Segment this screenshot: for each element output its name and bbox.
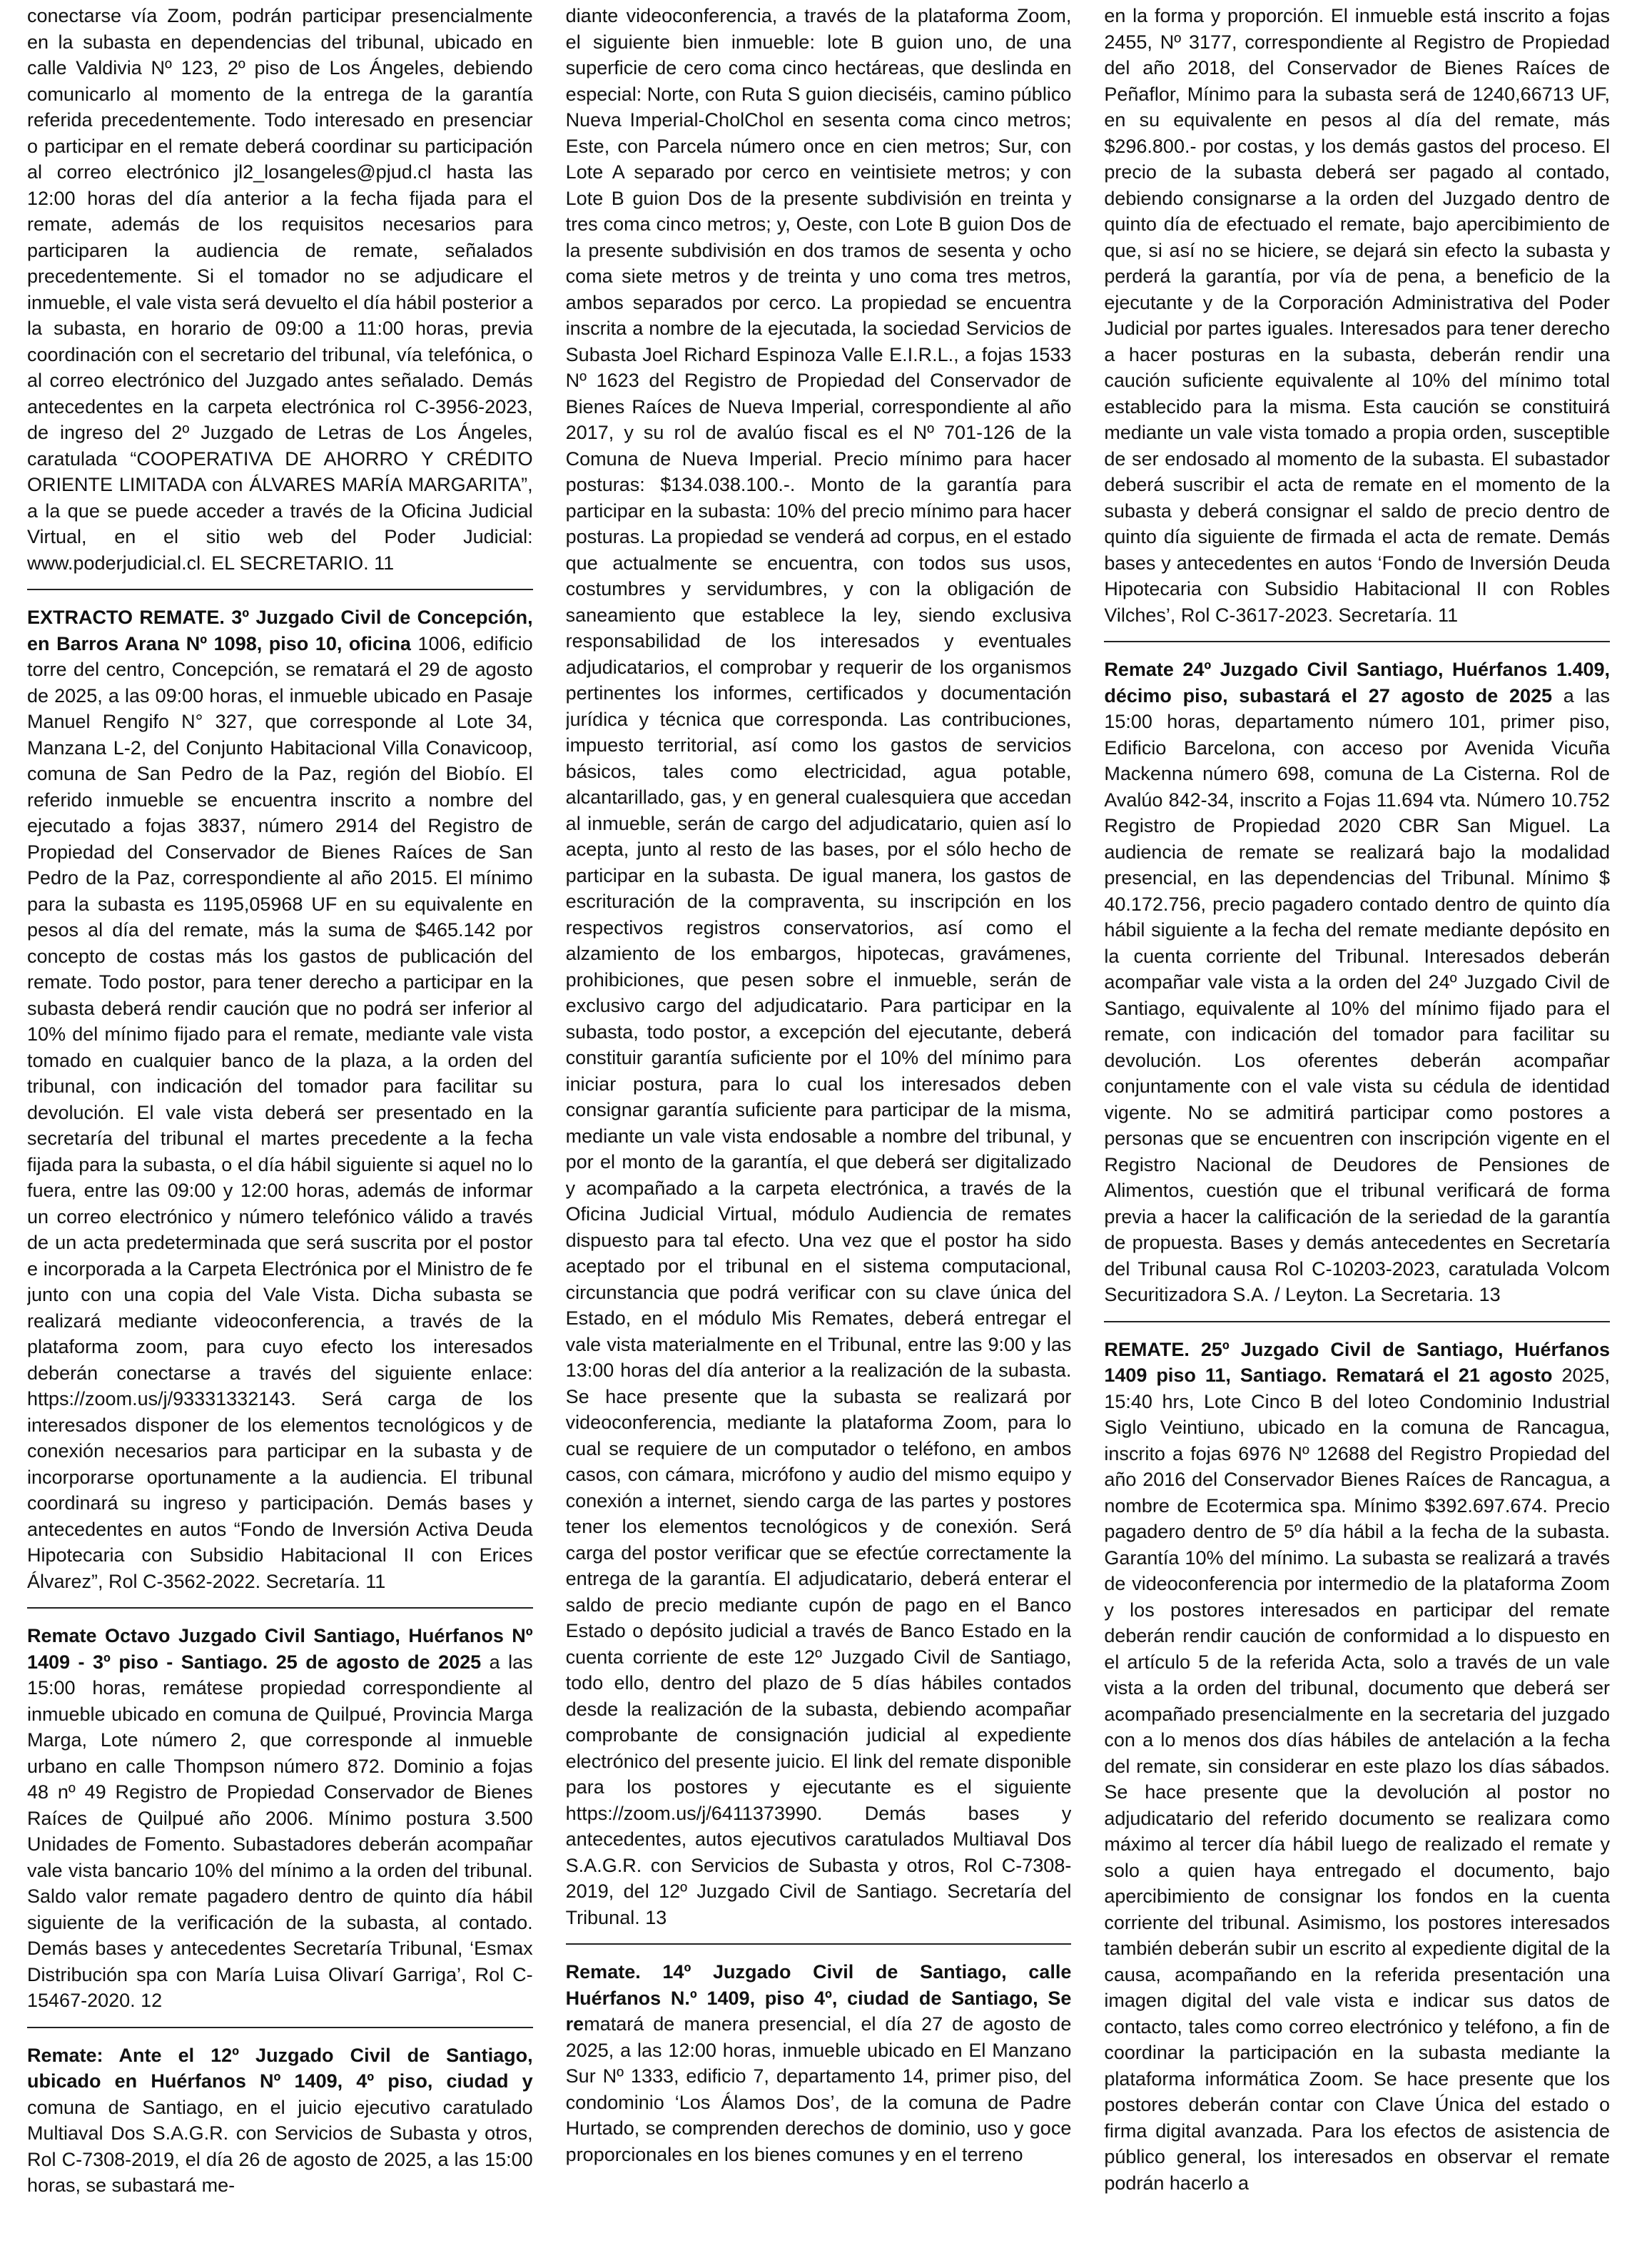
notice-body: 2025, 15:40 hrs, Lote Cinco B del loteo Condominio Industrial Siglo Veintiuno, ubicado en la comuna de Rancagua, inscrito a fojas 6976 Nº 12688 del Registro Propiedad del año 2016 del Conservador Bienes Raíces de Rancagua, a nombre de Ecotermica spa. Mínimo $392.697.674. Precio pagadero dentro de 5º día hábil a la fecha de la subasta. Garantía 10% del mínimo. La subasta se realizará a través de videoconferencia por intermedio de la plataforma Zoom y los postores interesados en participar del remate deberán rendir caución de conformidad a lo dispuesto en el artículo 5 de la referida Acta, solo a través de un vale vista a la orden del tribunal, documento que deberá ser acompañado presencialmente en la secretaria del juzgado con a lo menos dos días hábiles de antelación a la fecha del remate, sin considerar en este plazo los días sábados. Se hace presente que la devolución al postor no adjudicatario del referido documento se realizara como máximo al tercer día hábil luego de realizado el remate y solo a quien haya entregado el documento, bajo apercibimiento de consignar los fondos en la cuenta corriente del tribunal. Asimismo, los postores interesados también deberán subir un escrito al expediente digital de la causa, acompañando en la referida presentación una imagen digital del vale vista e indicar sus datos de contacto, tales como correo electrónico y teléfono, a fin de coordinar la participación en la subasta mediante la plataforma informática Zoom. Se hace presente que los postores deberán contar con Clave Única del estado o firma digital avanzada. Para los efectos de asistencia de público general, los interesados en observar el remate podrán hacerlo a xyxy=(1104,1365,1611,2194)
notice-remate-concepcion xyxy=(27,589,533,1594)
notice-continuation-14-juzgado xyxy=(1104,3,1610,628)
notice-heading: EXTRACTO REMATE. 3º Juzgado Civil de Concepción, en Barros Arana Nº 1098, piso 10, oficina xyxy=(27,607,533,654)
notice-heading: Remate Octavo Juzgado Civil Santiago, Huérfanos Nº 1409 - 3º piso - Santiago. 25 de agosto de 2025 xyxy=(27,1625,533,1673)
notice-body: 1006, edificio torre del centro, Concepción, se rematará el 29 de agosto de 2025, a las 09:00 horas, el inmueble ubicado en Pasaje Manuel Rengifo N° 327, que corresponde al Lote 34, Manzana L-2, del Conjunto Habitacional Villa Conavicoop, comuna de San Pedro de la Paz, región del Biobío. El referido inmueble se encuentra inscrito a nombre del ejecutado a fojas 3837, número 2914 del Registro de Propiedad del Conservador de Bienes Raíces de San Pedro de la Paz, correspondiente al año 2015. El mínimo para la subasta es 1195,05968 UF en su equivalente en pesos al día del remate, más la suma de $465.142 por concepto de costas más los gastos de publicación del remate. Todo postor, para tener derecho a participar en la subasta deberá rendir caución que no podrá ser inferior al 10% del mínimo fijado para el remate, mediante vale vista tomado en cualquier banco de la plaza, a la orden del tribunal, con indicación del tomador para facilitar su devolución. El vale vista deberá ser presentado en la secretaría del tribunal el martes precedente a la fecha fijada para la subasta, o el día hábil siguiente si aquel no lo fuera, entre las 09:00 y 12:00 horas, además de informar un correo electrónico y número telefónico válido a través de un acta predeterminada que será suscrita por el postor e incorporada a la Carpeta Electrónica por el Ministro de fe junto con una copia del Vale Vista. Dicha subasta se realizará mediante videoconferencia, a través de la plataforma zoom, para cuyo efecto los interesados deberán conectarse a través del siguiente enlace: https://zoom.us/j/93331332143. Será carga de los interesados disponer de los elementos tecnológicos y de conexión necesarios para participar en la subasta y de incorporarse oportunamente a la audiencia. El tribunal coordinará su ingreso y participación. Demás bases y antecedentes en autos “Fondo de Inversión Activa Deuda Hipotecaria con Subsidio Habitacional II con Erices Álvarez”, Rol C-3562-2022. Secretaría. 11 xyxy=(27,632,533,1592)
notice-body: en la forma y proporción. El inmueble está inscrito a fojas 2455, Nº 3177, correspondiente al Registro de Propiedad del año 2018, del Conservador de Bienes Raíces de Peñaflor, Mínimo para la subasta será de 1240,66713 UF, en su equivalente en pesos al día del remate, más $296.800.- por costas, y los demás gastos del proceso. El precio de la subasta deberá ser pagado al contado, debiendo consignarse a la orden del Juzgado dentro de quinto día de efectuado el remate, bajo apercibimiento de que, si así no se hiciere, se dejará sin efecto la subasta y perderá la garantía, por vía de pena, a beneficio de la ejecutante y de la Corporación Administrativa del Poder Judicial por partes iguales. Interesados para tener derecho a hacer posturas en la subasta, deberán rendir una caución suficiente equivalente al 10% del mínimo total establecido para la misma. Esta caución se constituirá mediante un vale vista tomado a propia orden, susceptible de ser endosado al momento de la subasta. El subastador deberá suscribir el acta de remate en el momento de la subasta y deberá consignar el saldo de precio dentro de quinto día siguiente de firmada el acta de remate. Demás bases y antecedentes en autos ‘Fondo de Inversión Deuda Hipotecaria con Subsidio Habitacional II con Robles Vilches’, Rol C-3617-2023. Secretaría. 11 xyxy=(1104,5,1611,626)
notice-body: diante videoconferencia, a través de la plataforma Zoom, el siguiente bien inmueble: lote B guion uno, de una superficie de cero coma cinco hectáreas, que deslinda en especial: Norte, con Ruta S guion dieciséis, camino público Nueva Imperial-CholChol en sesenta coma cinco metros; Este, con Parcela número once en cien metros; Sur, con Lote A separado por cerco en veintisiete metros; y con Lote B guion Dos de la presente subdivisión en treinta y tres coma cinco metros; y, Oeste, con Lote B guion Dos de la presente subdivisión en dos tramos de sesenta y ocho coma siete metros y de treinta y uno coma tres metros, ambos separados por cerco. La propiedad se encuentra inscrita a nombre de la ejecutada, la sociedad Servicios de Subasta Joel Richard Espinoza Valle E.I.R.L., a fojas 1533 Nº 1623 del Registro de Propiedad del Conservador de Bienes Raíces de Nueva Imperial, correspondiente al año 2017, y su rol de avalúo fiscal es el Nº 701-126 de la Comuna de Nueva Imperial. Precio mínimo para hacer posturas: $134.038.100.-. Monto de la garantía para participar en la subasta: 10% del precio mínimo para hacer posturas. La propiedad se venderá ad corpus, en el estado que actualmente se encuentra, con todos sus usos, costumbres y servidumbres, y con la obligación de saneamiento que establece la ley, siendo exclusiva responsabilidad de los interesados y eventuales adjudicatarios, el comprobar y requerir de los organismos pertinentes los informes, certificados y documentación jurídica y técnica que corresponda. Las contribuciones, impuesto territorial, así como los gastos de servicios básicos, tales como electricidad, agua potable, alcantarillado, gas, y en general cualesquiera que accedan al inmueble, serán de cargo del adjudicatario, quien así lo acepta, junto al resto de las bases, por el sólo hecho de participar en la subasta. De igual manera, los gastos de escrituración de la compraventa, su inscripción en los respectivos registros conservatorios, así como el alzamiento de los embargos, hipotecas, gravámenes, prohibiciones, que pesen sobre el inmueble, serán de exclusivo cargo del adjudicatario. Para participar en la subasta, todo postor, a excepción del ejecutante, deberá constituir garantía suficiente por el 10% del mínimo para iniciar postura, para lo cual los interesados deben consignar garantía suficiente para participar de la misma, mediante un vale vista endosable a nombre del tribunal, y por el monto de la garantía, el que deberá ser digitalizado y acompañado a la carpeta electrónica, a través de la Oficina Judicial Virtual, módulo Audiencia de remates dispuesto para tal efecto. Una vez que el postor ha sido aceptado por el tribunal en el sistema computacional, circunstancia que podrá verificar con su clave única del Estado, en el módulo Mis Remates, deberá entregar el vale vista materialmente en el Tribunal, entre las 9:00 y las 13:00 horas del día anterior a la realización de la subasta. Se hace presente que la subasta se realizará por videoconferencia, mediante la plataforma Zoom, para lo cual se requiere de un computador o teléfono, en ambos casos, con cámara, micrófono y audio del mismo equipo y conexión a internet, siendo carga de las partes y postores tener los elementos tecnológicos y de conexión. Será carga del postor verificar que se efectúe correctamente la entrega de la garantía. El adjudicatario, deberá enterar el saldo de precio mediante cupón de pago en el Banco Estado o depósito judicial a través de Banco Estado en la cuenta corriente de este 12º Juzgado Civil de Santiago, todo ello, dentro del plazo de 5 días hábiles contados desde la realización de la subasta, debiendo acompañar comprobante de consignación judicial al expediente electrónico del presente juicio. El link del remate disponible para los postores y ejecutante es el siguiente https://zoom.us/j/6411373990. Demás bases y antecedentes, autos ejecutivos caratulados Multiaval Dos S.A.G.R. con Servicios de Subasta y otros, Rol C-7308-2019, del 12º Juzgado Civil de Santiago. Secretaría del Tribunal. 13 xyxy=(565,5,1072,1928)
notice-continuation-12-juzgado xyxy=(566,3,1072,1930)
notice-body: conectarse vía Zoom, podrán participar presencialmente en la subasta en dependencias del tribunal, ubicado en calle Valdivia Nº 123, 2º piso de Los Ángeles, debiendo comunicarlo al momento de la entrega de la garantía referida precedentemente. Todo interesado en presenciar o participar en el remate deberá coordinar su participación al correo electrónico jl2_losangeles@pjud.cl hasta las 12:00 horas del día anterior a la fecha fijada para el remate, además de los requisitos necesarios para participaren la audiencia de remate, señalados precedentemente. Si el tomador no se adjudicare el inmueble, el vale vista será devuelto el día hábil posterior a la subasta, en horario de 09:00 a 11:00 horas, previa coordinación con el secretario del tribunal, vía telefónica, o al correo electrónico del Juzgado antes señalado. Demás antecedentes en la carpeta electrónica rol C-3956-2023, de ingreso del 2º Juzgado de Letras de Los Ángeles, caratulada “COOPERATIVA DE AHORRO Y CRÉDITO ORIENTE LIMITADA con ÁLVARES MARÍA MARGARITA”, a la que se puede acceder a través de la Oficina Judicial Virtual, en el sitio web del Poder Judicial: www.poderjudicial.cl. EL SECRETARIO. 11 xyxy=(27,5,533,574)
notice-remate-14-juzgado xyxy=(566,1943,1072,2167)
notice-remate-12-juzgado xyxy=(27,2027,533,2199)
column-1 xyxy=(27,3,533,2268)
notice-remate-octavo-juzgado xyxy=(27,1607,533,2014)
notice-heading: Remate: Ante el 12º Juzgado Civil de Santiago, ubicado en Huérfanos Nº 1409, 4º piso, ciudad y xyxy=(27,2044,533,2092)
notice-body: a las 15:00 horas, departamento número 101, primer piso, Edificio Barcelona, con acceso por Avenida Vicuña Mackenna número 698, comuna de La Cisterna. Rol de Avalúo 842-34, inscrito a Fojas 11.694 vta. Número 10.752 Registro de Propiedad 2020 CBR San Miguel. La audiencia de remate se realizará bajo la modalidad presencial, en las dependencias del Tribunal. Mínimo $ 40.172.756, precio pagadero contado dentro de quinto día hábil siguiente a la fecha del remate mediante depósito en la cuenta corriente del Tribunal. Interesados deberán acompañar vale vista a la orden del 24º Juzgado Civil de Santiago, equivalente al 10% del mínimo fijado para el remate, con indicación del tomador para facilitar su devolución. Los oferentes deberán acompañar conjuntamente con el vale vista su cédula de identidad vigente. No se admitirá participar como postores a personas que se encuentren con inscripción vigente en el Registro Nacional de Deudores de Pensiones de Alimentos, cuestión que el tribunal verificará de forma previa a hacer la calificación de la seriedad de la garantía de propuesta. Bases y demás antecedentes en Secretaría del Tribunal causa Rol C-10203-2023, caratulada Volcom Securitizadora S.A. / Leyton. La Secretaria. 13 xyxy=(1104,684,1611,1305)
notice-body: matará de manera presencial, el día 27 de agosto de 2025, a las 12:00 horas, inmueble ubicado en El Manzano Sur Nº 1333, edificio 7, departamento 14, primer piso, del condominio ‘Los Álamos Dos’, de la comuna de Padre Hurtado, se comprenden derechos de dominio, uso y goce proporcionales en los bienes comunes y en el terreno xyxy=(565,2013,1072,2165)
column-2 xyxy=(566,3,1072,2268)
notice-continuation-los-angeles xyxy=(27,3,533,576)
notice-body: a las 15:00 horas, remátese propiedad correspondiente al inmueble ubicado en comuna de Quilpué, Provincia Marga Marga, Lote número 2, que corresponde al inmueble urbano en calle Thompson número 872. Dominio a fojas 48 nº 49 Registro de Propiedad Conservador de Bienes Raíces de Quilpué año 2006. Mínimo postura 3.500 Unidades de Fomento. Subastadores deberán acompañar vale vista bancario 10% del mínimo a la orden del tribunal. Saldo valor remate pagadero dentro de quinto día hábil siguiente de la verificación de la subasta, al contado. Demás bases y antecedentes Secretaría Tribunal, ‘Esmax Distribución spa con María Luisa Olivarí Garriga’, Rol C-15467-2020. 12 xyxy=(27,1651,533,2011)
notice-remate-25-juzgado xyxy=(1104,1321,1610,2197)
column-3 xyxy=(1104,3,1610,2268)
notice-remate-24-juzgado xyxy=(1104,641,1610,1308)
notice-body: comuna de Santiago, en el juicio ejecutivo caratulado Multiaval Dos S.A.G.R. con Servicios de Subasta y otros, Rol C-7308-2019, el día 26 de agosto de 2025, a las 15:00 horas, se subastará me- xyxy=(27,2096,533,2196)
notice-heading: Remate. 14º Juzgado Civil de Santiago, calle Huérfanos N.º 1409, piso 4º, ciudad de Santiago, Se re xyxy=(565,1961,1072,2035)
notice-heading: REMATE. 25º Juzgado Civil de Santiago, Huérfanos 1409 piso 11, Santiago. Rematará el 21 agosto xyxy=(1104,1338,1611,1386)
notice-heading: Remate 24º Juzgado Civil Santiago, Huérfanos 1.409, décimo piso, subastará el 27 agosto de 2025 xyxy=(1104,659,1611,707)
